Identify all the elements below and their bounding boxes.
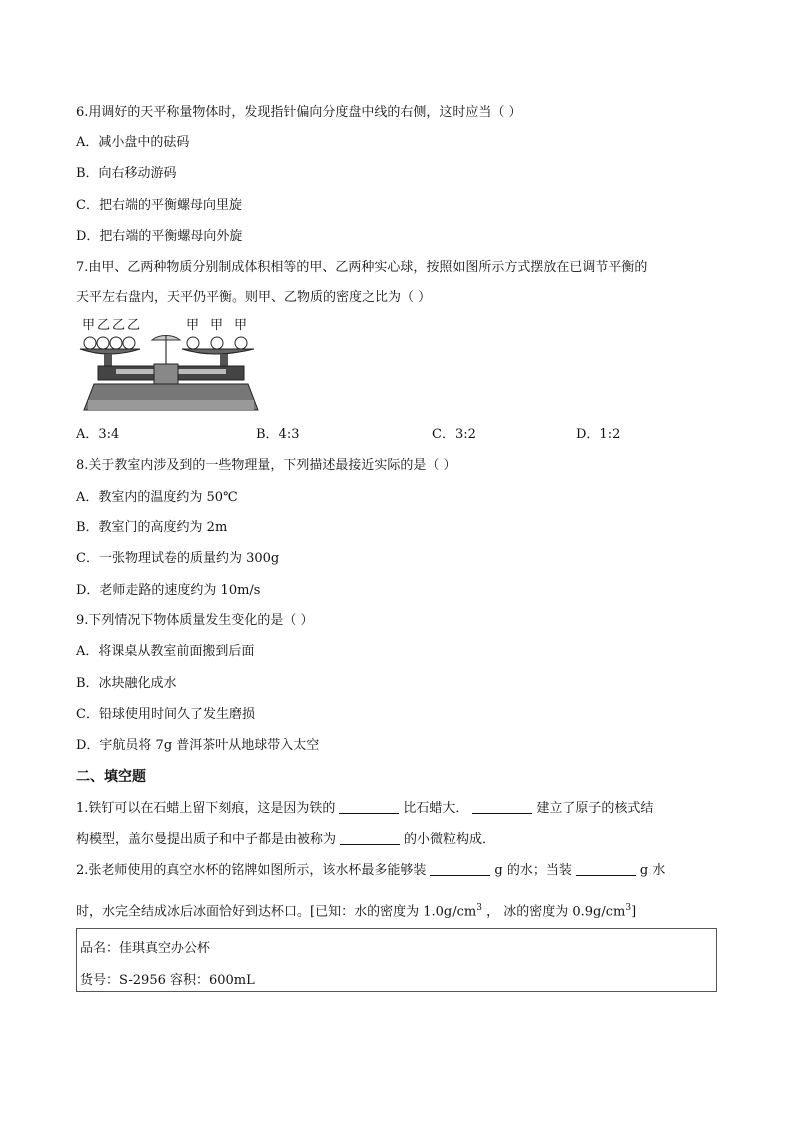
f1-blank-3 [340, 832, 400, 845]
q6-option-a: A．减小盘中的砝码 [76, 135, 190, 150]
f1-text-2: 比石蜡大． [403, 801, 469, 816]
f2-line1 [76, 862, 665, 880]
q7-stem-line1: 7.由甲、乙两种物质分别制成体积相等的甲、乙两种实心球，按照如图所示方式摆放在已调节平衡的 [76, 260, 648, 275]
q9-option-d: D．宇航员将 7g 普洱茶叶从地球带入太空 [76, 738, 320, 753]
f2-blank-2 [576, 863, 636, 876]
f2-text-2: g 的水；当装 [494, 863, 572, 878]
f2-text-3: g 水 [639, 863, 666, 878]
q7-option-d: D．1:2 [576, 427, 621, 442]
f1-text-3: 建立了原子的核式结 [536, 801, 654, 816]
q8-option-b: B．教室门的高度约为 2m [76, 520, 228, 535]
nameplate-row-1: 品名：佳琪真空办公杯 [80, 941, 211, 956]
left-pan-label-2: 乙 [97, 318, 111, 333]
q6-option-d: D．把右端的平衡螺母向外旋 [76, 229, 243, 244]
nameplate-row-2: 货号：S-2956 容积：600mL [80, 973, 255, 988]
q8-option-c: C．一张物理试卷的质量约为 300g [76, 551, 280, 566]
q8-option-a: A．教室内的温度约为 50℃ [76, 490, 238, 505]
right-pan-label-2: 甲 [210, 318, 224, 333]
f2-line2 [76, 899, 636, 921]
left-pan-label-1: 甲 [82, 318, 96, 333]
balance-figure [76, 314, 266, 414]
left-pan-label-4: 乙 [127, 318, 141, 333]
f2-text-6: ] [631, 904, 637, 920]
f1-blank-2 [472, 801, 532, 814]
q7-option-a: A．3:4 [76, 427, 120, 442]
f2-superscript-1: 3 [476, 903, 482, 913]
right-pan-label-1: 甲 [186, 318, 200, 333]
q7-stem-line2: 天平左右盘内，天平仍平衡。则甲、乙物质的密度之比为（ ） [76, 290, 432, 305]
f2-superscript-2: 3 [625, 903, 632, 913]
f2-text-4: 时，水完全结成冰后冰面恰好到达杯口。[已知：水的密度为 1.0g/cm [76, 904, 477, 920]
f1-text-4: 构模型，盖尔曼提出质子和中子都是由被称为 [76, 832, 337, 847]
q7-option-c: C．3:2 [432, 427, 476, 442]
q7-option-b: B．4:3 [256, 427, 300, 442]
f1-line1 [76, 800, 653, 818]
f1-line2 [76, 831, 495, 849]
q6-option-b: B．向右移动游码 [76, 166, 177, 181]
f2-text-5: ， 冰的密度为 0.9g/cm [486, 904, 626, 920]
f2-text-1: 2.张老师使用的真空水杯的铭牌如图所示，该水杯最多能够装 [76, 863, 427, 878]
left-pan-label-3: 乙 [112, 318, 126, 333]
nameplate-box [76, 928, 717, 992]
q8-option-d: D．老师走路的速度约为 10m/s [76, 583, 261, 598]
q6-option-c: C．把右端的平衡螺母向里旋 [76, 198, 242, 213]
f1-text-1: 1.铁钉可以在石蜡上留下刻痕，这是因为铁的 [76, 801, 336, 816]
q9-stem: 9.下列情况下物体质量发生变化的是（ ） [76, 613, 314, 628]
f2-blank-1 [430, 863, 490, 876]
right-pan-label-3: 甲 [234, 318, 248, 333]
q6-stem: 6.用调好的天平称量物体时，发现指针偏向分度盘中线的右侧，这时应当（ ） [76, 105, 522, 120]
f1-blank-1 [339, 801, 399, 814]
q9-option-a: A．将课桌从教室前面搬到后面 [76, 644, 255, 659]
q8-stem: 8.关于教室内涉及到的一些物理量，下列描述最接近实际的是（ ） [76, 458, 457, 473]
q9-option-b: B．冰块融化成水 [76, 676, 177, 691]
q9-option-c: C．铅球使用时间久了发生磨损 [76, 707, 255, 722]
f1-text-5: 的小微粒构成． [404, 832, 496, 847]
section-title: 二、填空题 [76, 769, 146, 785]
